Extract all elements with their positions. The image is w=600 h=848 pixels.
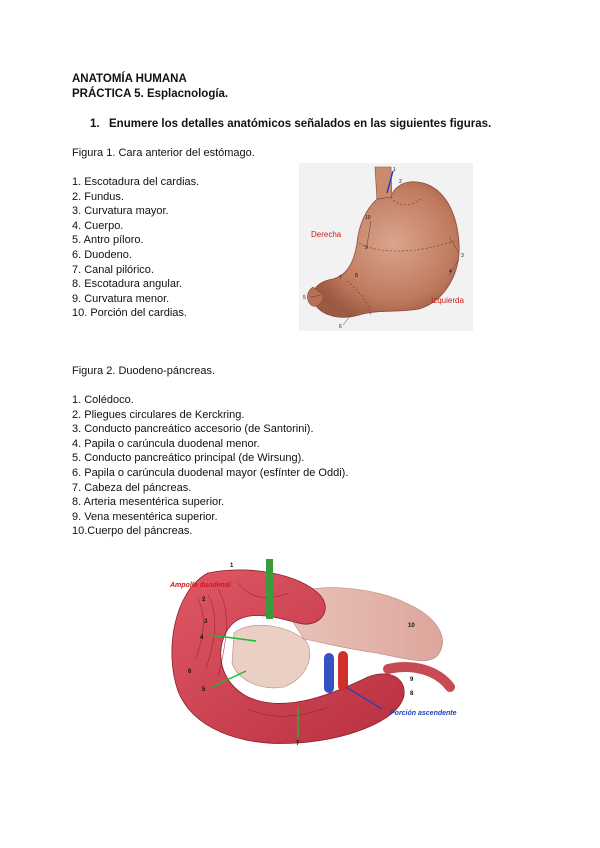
page-subtitle: PRÁCTICA 5. Esplacnología.: [72, 88, 229, 100]
num-3: 3: [204, 619, 208, 625]
vein-shape: [324, 653, 334, 693]
stomach-illustration: [299, 163, 473, 331]
list-item: 8. Arteria mesentérica superior.: [72, 496, 225, 509]
figure1-caption: Figura 1. Cara anterior del estómago.: [72, 147, 255, 159]
list-item: 10. Porción del cardias.: [72, 307, 187, 320]
num-9: 9: [365, 245, 368, 251]
num-5: 5: [202, 687, 206, 693]
num-4: 4: [449, 269, 452, 275]
num-2: 2: [399, 179, 402, 185]
list-item: 7. Canal pilórico.: [72, 263, 154, 276]
list-item: 2. Fundus.: [72, 190, 124, 203]
list-item: 9. Vena mesentérica superior.: [72, 510, 218, 523]
list-item: 2. Pliegues circulares de Kerckring.: [72, 408, 245, 421]
list-item: 9. Curvatura menor.: [72, 292, 170, 305]
list-item: 5. Conducto pancreático principal (de Wirsung).: [72, 452, 305, 465]
list-item: 6. Duodeno.: [72, 248, 132, 261]
pancreas-head-shape: [232, 625, 310, 688]
list-item: 5. Antro píloro.: [72, 234, 144, 247]
figure1-list: [72, 175, 199, 321]
num-4: 4: [200, 635, 204, 641]
num-5: 5: [303, 295, 306, 301]
num-10: 10: [365, 215, 371, 221]
num-8: 8: [410, 691, 414, 697]
num-1: 1: [230, 563, 234, 569]
num-6: 6: [188, 669, 192, 675]
label-derecha: Derecha: [311, 230, 342, 239]
label-porcion: Porción ascendente: [390, 710, 457, 717]
question-text: Enumere los detalles anatómicos señalados en las siguientes figuras.: [109, 118, 492, 130]
num-2: 2: [202, 597, 206, 603]
num-7: 7: [296, 741, 300, 747]
figure2-caption: Figura 2. Duodeno-páncreas.: [72, 365, 216, 377]
list-item: 4. Papila o carúncula duodenal menor.: [72, 437, 260, 450]
list-item: 8. Escotadura angular.: [72, 278, 183, 291]
list-item: 6. Papila o carúncula duodenal mayor (esfínter de Oddi).: [72, 466, 349, 479]
list-item: 7. Cabeza del páncreas.: [72, 481, 192, 494]
num-9: 9: [410, 677, 414, 683]
list-item: 1. Colédoco.: [72, 394, 134, 406]
label-izquierda: Izquierda: [431, 296, 464, 305]
list-item: 4. Cuerpo.: [72, 219, 124, 232]
num-7: 7: [339, 275, 342, 281]
num-10: 10: [408, 623, 415, 629]
num-1: 1: [393, 167, 396, 173]
list-item: 1. Escotadura del cardias.: [72, 176, 200, 188]
bile-duct-shape: [266, 559, 273, 619]
artery-shape: [338, 651, 348, 691]
page-title: ANATOMÍA HUMANA: [72, 73, 187, 85]
list-item: 3. Curvatura mayor.: [72, 205, 169, 218]
num-3: 3: [461, 253, 464, 259]
question-number: 1.: [90, 118, 100, 130]
num-6: 6: [339, 324, 342, 330]
list-item: 3. Conducto pancreático accesorio (de Santorini).: [72, 423, 314, 436]
duodenum-pancreas-illustration: [138, 559, 460, 747]
list-item: 10.Cuerpo del páncreas.: [72, 525, 193, 538]
label-ampolla: Ampolla duodenal: [170, 582, 231, 589]
num-8: 8: [355, 273, 358, 279]
figure2-list: [72, 393, 348, 539]
